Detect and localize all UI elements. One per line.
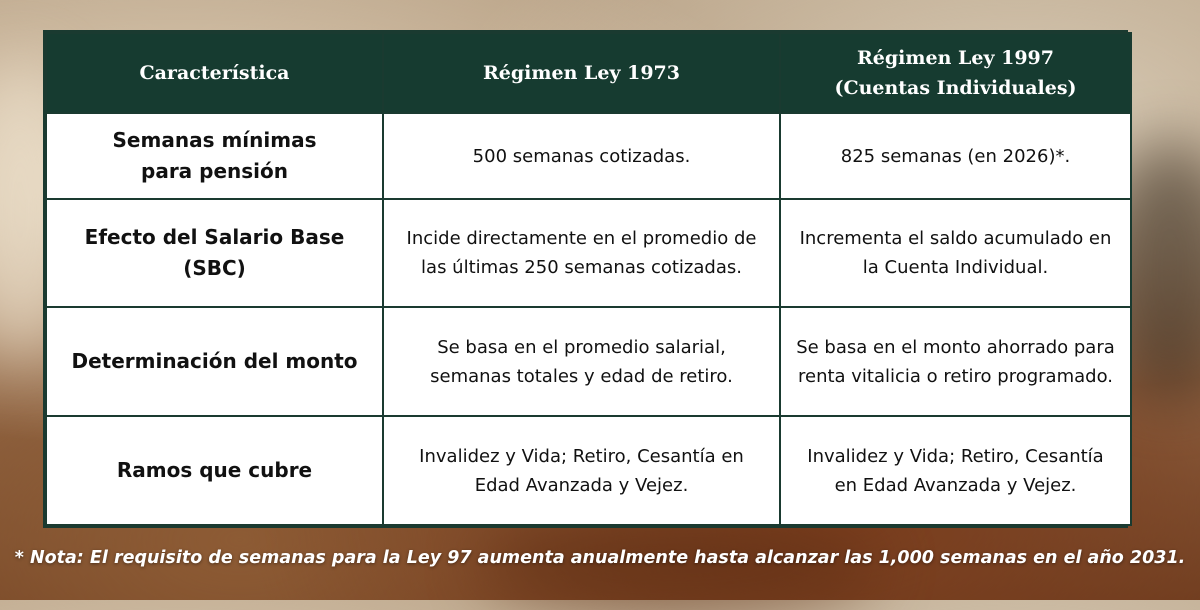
ley1997-cell: Incrementa el saldo acumulado en la Cuenta Individual.	[780, 199, 1131, 307]
table-row	[46, 199, 1131, 307]
ley1997-cell: Se basa en el monto ahorrado para renta vitalicia o retiro programado.	[780, 307, 1131, 416]
header-ley-1997: Régimen Ley 1997 (Cuentas Individuales)	[780, 33, 1131, 113]
feature-cell: Determinación del monto	[46, 307, 383, 416]
footnote: * Nota: El requisito de semanas para la Ley 97 aumenta anualmente hasta alcanzar las 1,000 semanas en el año 2031.	[14, 548, 1186, 568]
header-caracteristica: Característica	[46, 33, 383, 113]
feature-cell: Ramos que cubre	[46, 416, 383, 525]
header-ley-1973: Régimen Ley 1973	[383, 33, 780, 113]
table-row	[46, 416, 1131, 525]
table-header-row	[46, 33, 1131, 113]
feature-cell: Efecto del Salario Base (SBC)	[46, 199, 383, 307]
ley1973-cell: Incide directamente en el promedio de las últimas 250 semanas cotizadas.	[383, 199, 780, 307]
ley1973-cell: 500 semanas cotizadas.	[383, 113, 780, 199]
table-row	[46, 307, 1131, 416]
ley1997-cell: 825 semanas (en 2026)*.	[780, 113, 1131, 199]
table-row	[46, 113, 1131, 199]
ley1973-cell: Invalidez y Vida; Retiro, Cesantía en Edad Avanzada y Vejez.	[383, 416, 780, 525]
comparison-table	[43, 30, 1128, 528]
feature-cell: Semanas mínimas para pensión	[46, 113, 383, 199]
ley1997-cell: Invalidez y Vida; Retiro, Cesantía en Edad Avanzada y Vejez.	[780, 416, 1131, 525]
ley1973-cell: Se basa en el promedio salarial, semanas totales y edad de retiro.	[383, 307, 780, 416]
